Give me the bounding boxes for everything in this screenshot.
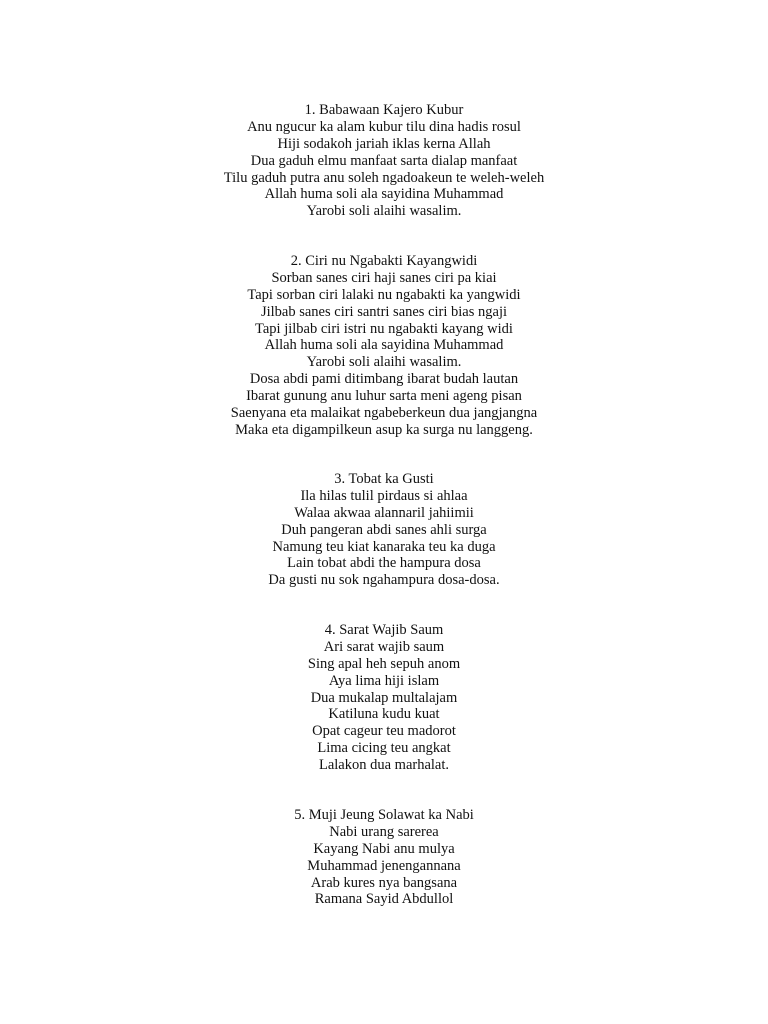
stanza-line: Da gusti nu sok ngahampura dosa-dosa. (268, 572, 500, 589)
stanza-line: Tilu gaduh putra anu soleh ngadoakeun te weleh-weleh (223, 169, 545, 186)
stanza-title: 2. Ciri nu Ngabakti Kayangwidi (290, 253, 478, 269)
stanza-line: Lain tobat abdi the hampura dosa (287, 555, 481, 572)
stanza-line: Saenyana eta malaikat ngabeberkeun dua jangjangna (230, 405, 538, 422)
stanza-line: Arab kures nya bangsana (310, 874, 458, 891)
stanza-line: Jilbab sanes ciri santri sanes ciri bias ngaji (260, 303, 508, 320)
stanza-line: Duh pangeran abdi sanes ahli surga (281, 521, 487, 538)
stanza-line: Ramana Sayid Abdullol (314, 891, 454, 908)
stanza-line: Ibarat gunung anu luhur sarta meni ageng pisan (246, 388, 522, 405)
stanza-line: Muhammad jenengannana (307, 857, 461, 874)
stanza-line: Namung teu kiat kanaraka teu ka duga (272, 538, 496, 555)
stanza-line: Maka eta digampilkeun asup ka surga nu langgeng. (235, 421, 533, 438)
stanza-title: 4. Sarat Wajib Saum (324, 622, 444, 638)
stanza-line: Sing apal heh sepuh anom (307, 655, 461, 672)
stanza-5 (0, 807, 768, 908)
stanza-line: Anu ngucur ka alam kubur tilu dina hadis rosul (247, 118, 521, 135)
stanza-line: Ila hilas tulil pirdaus si ahlaa (300, 487, 468, 504)
stanza-line: Sorban sanes ciri haji sanes ciri pa kiai (271, 269, 497, 286)
stanza-line: Katiluna kudu kuat (328, 706, 440, 723)
stanza-line: Yarobi soli alaihi wasalim. (306, 354, 462, 371)
stanza-title: 5. Muji Jeung Solawat ka Nabi (294, 807, 474, 823)
stanza-line: Opat cageur teu madorot (312, 723, 456, 740)
stanza-line: Lalakon dua marhalat. (318, 757, 450, 774)
stanza-line: Dua mukalap multalajam (310, 689, 458, 706)
stanza-line: Allah huma soli ala sayidina Muhammad (264, 337, 504, 354)
stanza-3 (0, 471, 768, 589)
stanza-line: Aya lima hiji islam (328, 672, 440, 689)
stanza-1 (0, 102, 768, 220)
stanza-line: Lima cicing teu angkat (317, 740, 451, 757)
stanza-title: 1. Babawaan Kajero Kubur (304, 102, 464, 118)
stanza-line: Hiji sodakoh jariah iklas kerna Allah (277, 135, 491, 152)
stanza-line: Dosa abdi pami ditimbang ibarat budah lautan (249, 371, 519, 388)
stanza-title: 3. Tobat ka Gusti (334, 471, 434, 487)
stanza-line: Ari sarat wajib saum (323, 638, 445, 655)
stanza-line: Allah huma soli ala sayidina Muhammad (264, 186, 504, 203)
stanza-line: Dua gaduh elmu manfaat sarta dialap manfaat (250, 152, 518, 169)
stanza-line: Walaa akwaa alannaril jahiimii (294, 504, 474, 521)
stanza-line: Yarobi soli alaihi wasalim. (306, 203, 462, 220)
stanza-line: Tapi jilbab ciri istri nu ngabakti kayang widi (255, 320, 513, 337)
stanza-line: Nabi urang sarerea (329, 823, 439, 840)
stanza-line: Kayang Nabi anu mulya (313, 840, 455, 857)
stanza-4 (0, 622, 768, 774)
stanza-2 (0, 253, 768, 439)
stanza-line: Tapi sorban ciri lalaki nu ngabakti ka yangwidi (247, 286, 521, 303)
